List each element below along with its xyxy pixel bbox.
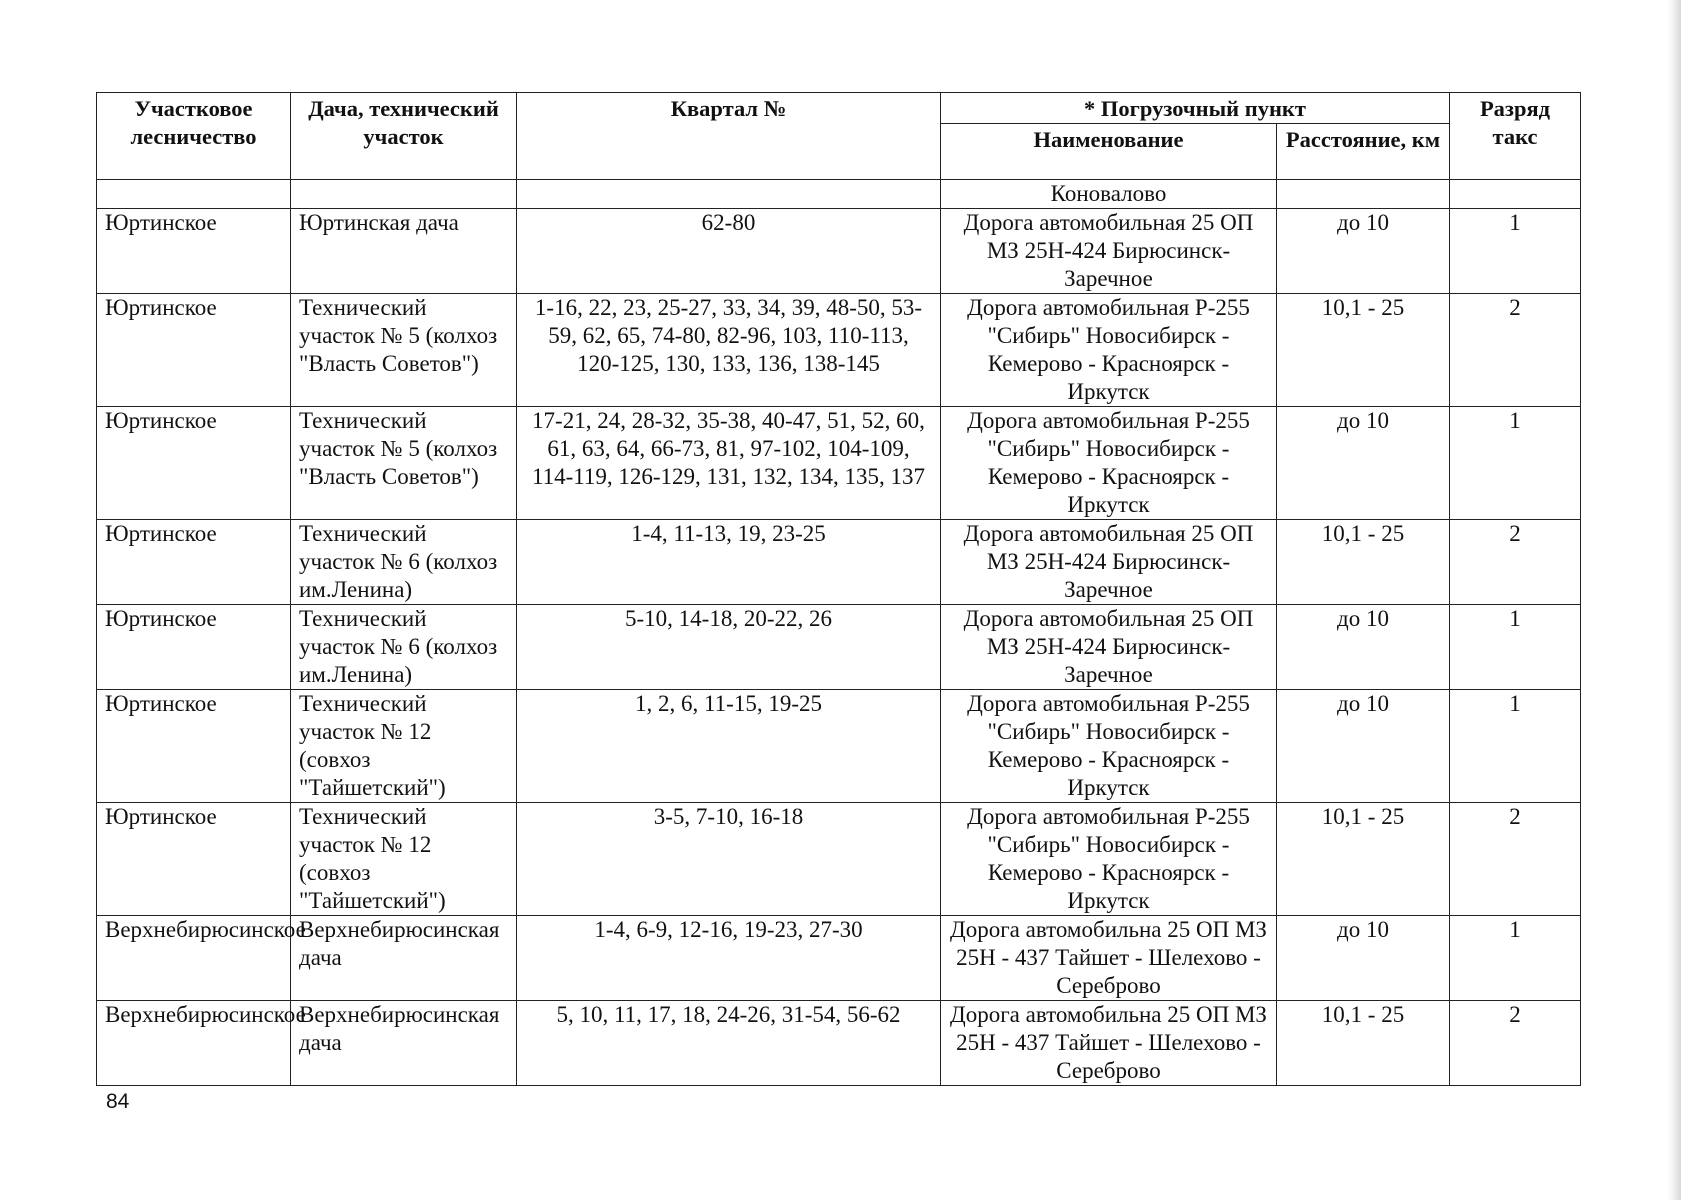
cell-forestry: Верхнебирюсинское xyxy=(97,916,291,1001)
cell-distance: до 10 xyxy=(1277,916,1450,1001)
cell-point-name: Дорога автомобильная 25 ОП МЗ 25Н-424 Бирюсинск-Заречное xyxy=(941,605,1277,690)
cell-quarters: 5, 10, 11, 17, 18, 24-26, 31-54, 56-62 xyxy=(517,1001,941,1086)
cell-forestry: Юртинское xyxy=(97,803,291,916)
cell-point-name: Дорога автомобильная Р-255 "Сибирь" Новосибирск - Кемерово - Красноярск - Иркутск xyxy=(941,690,1277,803)
cell-tax-class: 1 xyxy=(1450,690,1581,803)
table-row xyxy=(97,1001,1581,1086)
header-dacha: Дача, технический участок xyxy=(291,93,517,180)
header-forestry: Участковое лесничество xyxy=(97,93,291,180)
cell-tax-class: 2 xyxy=(1450,803,1581,916)
cell-dacha: Технический участок № 12 (совхоз "Тайшетский") xyxy=(291,803,517,916)
cell-tax-class: 1 xyxy=(1450,209,1581,294)
cell-forestry: Юртинское xyxy=(97,520,291,605)
cell-dacha: Технический участок № 12 (совхоз "Тайшетский") xyxy=(291,690,517,803)
cell-tax-class: 2 xyxy=(1450,294,1581,407)
cell-quarters: 1, 2, 6, 11-15, 19-25 xyxy=(517,690,941,803)
header-point-name: Наименование xyxy=(941,124,1277,180)
cell-forestry: Юртинское xyxy=(97,209,291,294)
table-body xyxy=(97,180,1581,1086)
table-row xyxy=(97,916,1581,1001)
cell-distance xyxy=(1277,180,1450,209)
header-distance: Расстояние, км xyxy=(1277,124,1450,180)
table-row xyxy=(97,520,1581,605)
cell-point-name: Коновалово xyxy=(941,180,1277,209)
cell-dacha xyxy=(291,180,517,209)
cell-tax-class xyxy=(1450,180,1581,209)
cell-forestry: Юртинское xyxy=(97,605,291,690)
cell-distance: 10,1 - 25 xyxy=(1277,803,1450,916)
cell-quarters: 5-10, 14-18, 20-22, 26 xyxy=(517,605,941,690)
cell-forestry: Юртинское xyxy=(97,690,291,803)
cell-tax-class: 1 xyxy=(1450,407,1581,520)
cell-point-name: Дорога автомобильная Р-255 "Сибирь" Новосибирск - Кемерово - Красноярск - Иркутск xyxy=(941,407,1277,520)
cell-quarters: 1-4, 6-9, 12-16, 19-23, 27-30 xyxy=(517,916,941,1001)
header-loading-point-group: * Погрузочный пункт xyxy=(941,93,1450,124)
cell-dacha: Технический участок № 5 (колхоз "Власть Советов") xyxy=(291,407,517,520)
loading-points-table xyxy=(96,92,1581,1086)
table-row-continuation xyxy=(97,180,1581,209)
cell-distance: 10,1 - 25 xyxy=(1277,1001,1450,1086)
cell-distance: до 10 xyxy=(1277,605,1450,690)
cell-distance: до 10 xyxy=(1277,690,1450,803)
cell-forestry: Юртинское xyxy=(97,407,291,520)
cell-tax-class: 1 xyxy=(1450,605,1581,690)
scan-edge-shadow xyxy=(1667,0,1681,1200)
cell-forestry: Верхнебирюсинское xyxy=(97,1001,291,1086)
cell-quarters xyxy=(517,180,941,209)
header-tax-class: Разряд такс xyxy=(1450,93,1581,180)
table-row xyxy=(97,605,1581,690)
cell-point-name: Дорога автомобильна 25 ОП МЗ 25Н - 437 Тайшет - Шелехово - Сереброво xyxy=(941,916,1277,1001)
cell-tax-class: 2 xyxy=(1450,520,1581,605)
cell-dacha: Технический участок № 5 (колхоз "Власть Советов") xyxy=(291,294,517,407)
cell-quarters: 62-80 xyxy=(517,209,941,294)
table-row xyxy=(97,209,1581,294)
cell-point-name: Дорога автомобильная 25 ОП МЗ 25Н-424 Бирюсинск-Заречное xyxy=(941,209,1277,294)
table-row xyxy=(97,803,1581,916)
cell-distance: 10,1 - 25 xyxy=(1277,294,1450,407)
cell-point-name: Дорога автомобильная Р-255 "Сибирь" Новосибирск - Кемерово - Красноярск - Иркутск xyxy=(941,294,1277,407)
table-row xyxy=(97,407,1581,520)
cell-point-name: Дорога автомобильна 25 ОП МЗ 25Н - 437 Тайшет - Шелехово - Сереброво xyxy=(941,1001,1277,1086)
cell-distance: 10,1 - 25 xyxy=(1277,520,1450,605)
cell-point-name: Дорога автомобильная Р-255 "Сибирь" Новосибирск - Кемерово - Красноярск - Иркутск xyxy=(941,803,1277,916)
cell-dacha: Технический участок № 6 (колхоз им.Ленина) xyxy=(291,605,517,690)
cell-dacha: Верхнебирюсинская дача xyxy=(291,916,517,1001)
table-row xyxy=(97,690,1581,803)
cell-forestry xyxy=(97,180,291,209)
cell-quarters: 3-5, 7-10, 16-18 xyxy=(517,803,941,916)
cell-dacha: Юртинская дача xyxy=(291,209,517,294)
cell-quarters: 1-4, 11-13, 19, 23-25 xyxy=(517,520,941,605)
cell-forestry: Юртинское xyxy=(97,294,291,407)
cell-distance: до 10 xyxy=(1277,407,1450,520)
cell-quarters: 17-21, 24, 28-32, 35-38, 40-47, 51, 52, 60, 61, 63, 64, 66-73, 81, 97-102, 104-109, 114-119, 126-129, 131, 132, 134, 135, 137 xyxy=(517,407,941,520)
cell-tax-class: 1 xyxy=(1450,916,1581,1001)
header-quarter: Квартал № xyxy=(517,93,941,180)
cell-dacha: Верхнебирюсинская дача xyxy=(291,1001,517,1086)
page-number: 84 xyxy=(106,1090,130,1113)
cell-dacha: Технический участок № 6 (колхоз им.Ленина) xyxy=(291,520,517,605)
cell-distance: до 10 xyxy=(1277,209,1450,294)
table-header xyxy=(97,93,1581,180)
cell-point-name: Дорога автомобильная 25 ОП МЗ 25Н-424 Бирюсинск-Заречное xyxy=(941,520,1277,605)
table-row xyxy=(97,294,1581,407)
cell-tax-class: 2 xyxy=(1450,1001,1581,1086)
cell-quarters: 1-16, 22, 23, 25-27, 33, 34, 39, 48-50, 53-59, 62, 65, 74-80, 82-96, 103, 110-113, 120-125, 130, 133, 136, 138-145 xyxy=(517,294,941,407)
